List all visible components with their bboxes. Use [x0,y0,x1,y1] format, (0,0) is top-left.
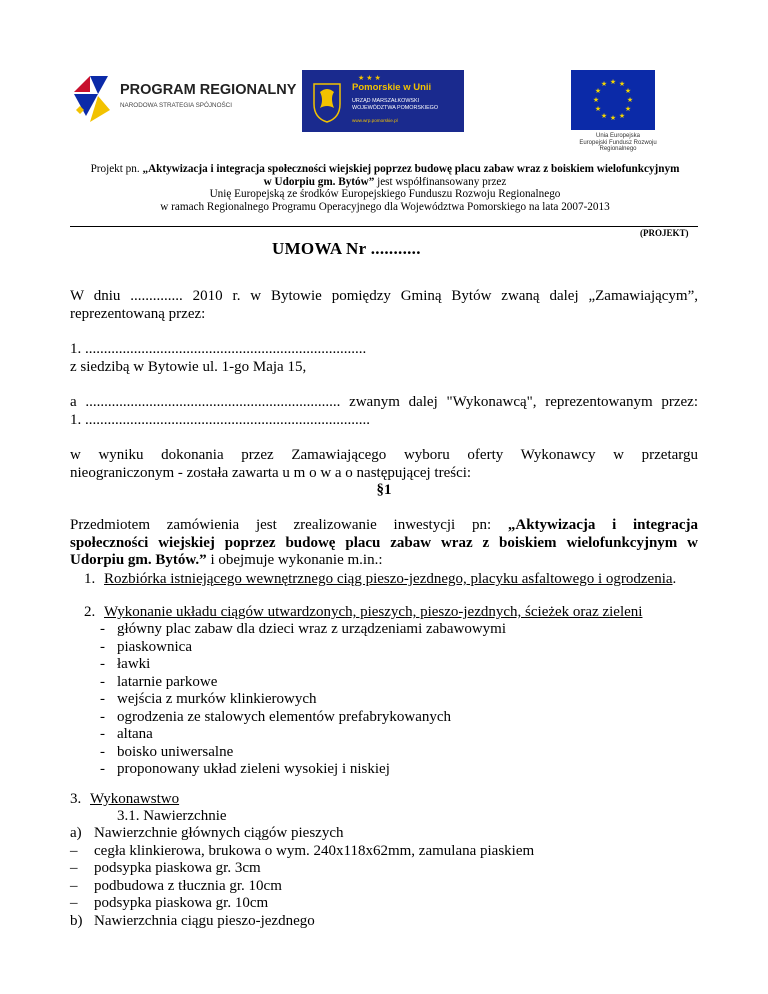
para5-line3-bold: Udorpiu gm. Bytów.” [70,552,207,568]
svg-text:★: ★ [600,80,608,88]
subject-paragraph [70,517,698,570]
header-line3: Unię Europejską ze środków Europejskiego Funduszu Rozwoju Regionalnego [209,188,561,200]
header-divider [70,226,698,227]
para1-line2: reprezentowaną przez: [70,305,206,322]
header-line2-rest: jest współfinansowany przez [374,175,507,188]
para5-line1-prefix: Przedmiotem zamówienia jest zrealizowanie inwestycji pn: [70,517,508,533]
list-item: - proponowany układ zieleni wysokiej i niskiej [100,761,390,777]
para5-line1-bold: „Aktywizacja i integracja [507,517,698,533]
program-regionalny-subtitle: NARODOWA STRATEGIA SPÓJNOŚCI [120,102,232,109]
list-item: b) Nawierzchnia ciągu pieszo-jezdnego [70,912,315,929]
svg-text:★: ★ [618,80,626,88]
item3-details [70,825,534,930]
list-item: – cegła klinkierowa, brukowa o wym. 240x118x62mm, zamulana piaskiem [70,842,535,859]
para4-line2: nieograniczonym - została zawarta u m o w a o następującej treści: [70,464,472,481]
header-line4: w ramach Regionalnego Programu Operacyjnego dla Województwa Pomorskiego na lata 2007-2013 [160,200,610,213]
list-item-3 [70,791,179,808]
para2-line2: z siedzibą w Bytowie ul. 1-go Maja 15, [70,358,307,375]
pomorskie-line2: WOJEWÓDZTWA POMORSKIEGO [352,105,439,111]
svg-text:★: ★ [594,105,602,113]
para5-line2-bold: społeczności wiejskiej poprzez budowę placu zabaw wraz z boiskiem wielofunkcyjnym w [70,534,698,551]
svg-text:★: ★ [592,96,600,104]
svg-text:★: ★ [618,112,626,120]
eu-caption [578,133,658,153]
list-item: - ławki [100,656,151,672]
svg-text:★: ★ [609,114,617,122]
list-item: – podbudowa z tłucznia gr. 10cm [70,877,282,894]
para5-line3-rest: i obejmuje wykonanie m.in.: [206,552,383,568]
para3-line2: 1. ............................................................................ [70,411,370,428]
project-header [40,163,730,213]
item3-number: 3. [70,791,82,807]
pomorskie-logo [302,70,464,132]
list-item: - latarnie parkowe [100,673,218,690]
section-1-heading: §1 [376,482,392,498]
item1-text: Rozbiórka istniejącego wewnętrznego ciąg pieszo-jezdnego, placyku asfaltowego i ogrodzenia [104,571,673,587]
svg-text:★: ★ [626,96,634,104]
griffin-crest-icon [308,78,346,124]
svg-text:★: ★ [594,87,602,95]
program-regionalny-title: PROGRAM REGIONALNY [120,82,297,98]
program-regionalny-emblem-icon [68,70,270,132]
list-item: - ogrodzenia ze stalowych elementów prefabrykowanych [100,708,452,725]
item3-subheading: 3.1. Nawierzchnie [117,808,227,824]
program-regionalny-logo [68,70,297,132]
para3-line1: a .................................................................... zwanym dalej "Wykonawcą", reprezentowanym przez: [70,394,698,410]
projekt-tag: (PROJEKT) [640,228,689,238]
para2-line1: 1. ........................................................................... [70,341,367,357]
header-line1-bold: „Aktywizacja i integracja społeczności wiejskiej poprzez budowę placu zabaw wraz z boiskiem wielofunkcyjnym [142,163,680,175]
list-item-1 [84,571,676,588]
item1-tail: . [672,571,677,587]
list-item: a) Nawierzchnie głównych ciągów pieszych [70,825,344,841]
item1-number: 1. [84,571,96,587]
item2-text: Wykonanie układu ciągów utwardzonych, pieszych, pieszo-jezdnych, ścieżek oraz zieleni [104,604,643,620]
pomorskie-url: www.wrp.pomorskie.pl [352,118,398,123]
list-item: - główny plac zabaw dla dzieci wraz z urządzeniami zabawowymi [100,621,506,637]
item2-sublist [100,621,506,779]
list-item-2 [84,604,642,621]
svg-text:★: ★ [600,112,608,120]
eu-caption-line3: Regionalnego [599,146,637,152]
eu-stars-icon [571,70,655,130]
pomorskie-title: Pomorskie w Unii [352,82,432,93]
svg-text:★: ★ [609,78,617,86]
eu-caption-line1: Unia Europejska [595,133,641,139]
item3-text: Wykonawstwo [90,791,180,807]
document-title: UMOWA Nr ........... [272,239,421,258]
header-line2-bold: w Udorpiu gm. Bytów” [263,175,375,188]
pomorskie-line1: URZĄD MARSZAŁKOWSKI [352,98,420,104]
representative-paragraph [70,341,366,376]
eu-caption-line2: Europejski Fundusz Rozwoju [579,139,657,146]
list-item: - piaskownica [100,638,192,655]
para1-line1: W dniu .............. 2010 r. w Bytowie pomiędzy Gminą Bytów zwaną dalej „Zamawiającym”, [70,288,698,304]
svg-text:★: ★ [624,105,632,113]
tender-paragraph [70,447,698,482]
parties-paragraph [70,288,698,323]
list-item: – podsypka piaskowa gr. 10cm [70,895,269,911]
contractor-paragraph [70,394,698,429]
stars-row: ★ ★ ★ [358,75,381,82]
eu-flag [571,70,655,130]
list-item: – podsypka piaskowa gr. 3cm [70,860,261,876]
list-item: - boisko uniwersalne [100,743,234,760]
list-item: - wejścia z murków klinkierowych [100,691,317,707]
svg-text:★: ★ [624,87,632,95]
list-item: - altana [100,726,153,742]
para4-line1: w wyniku dokonania przez Zamawiającego wyboru oferty Wykonawcy w przetargu [70,447,698,463]
header-line1-prefix: Projekt pn. [90,163,143,175]
item2-number: 2. [84,604,96,620]
